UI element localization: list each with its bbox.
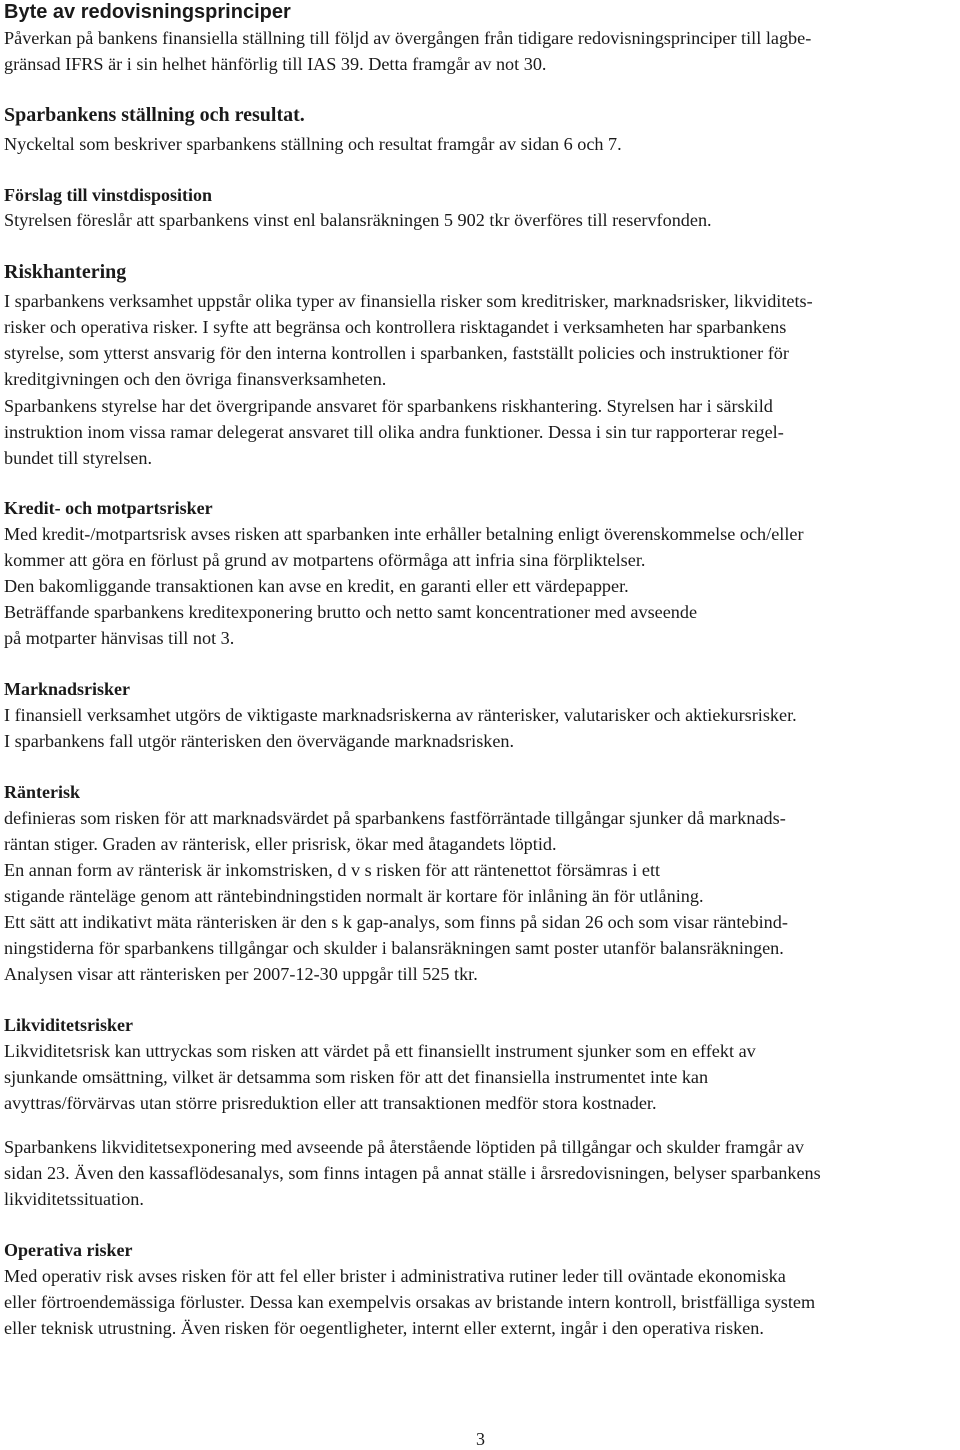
text-line: ningstiderna för sparbankens tillgångar och skulder i balansräkningen samt poster utanför balansräkningen. <box>4 938 784 958</box>
section-heading-liquidity-risk: Likviditetsrisker <box>4 1015 133 1035</box>
section-heading-position-result: Sparbankens ställning och resultat. <box>4 104 305 126</box>
text-line: instruktion inom vissa ramar delegerat ansvaret till olika andra funktioner. Dessa i sin tur rapporterar regel- <box>4 422 784 442</box>
text-line: bundet till styrelsen. <box>4 448 153 468</box>
text-line: eller teknisk utrustning. Även risken för oegentligheter, internt eller externt, ingår i den operativa risken. <box>4 1318 764 1338</box>
text-line: Beträffande sparbankens kreditexponering brutto och netto samt koncentrationer med avseende <box>4 602 698 622</box>
text-line: avyttras/förvärvas utan större prisreduktion eller att transaktionen medför stora kostnader. <box>4 1093 657 1113</box>
text-line: räntan stiger. Graden av ränterisk, eller prisrisk, ökar med åtagandets löptid. <box>4 834 557 854</box>
text-line: Med operativ risk avses risken för att fel eller brister i administrativa rutiner leder till oväntade ekonomiska <box>4 1266 786 1286</box>
page-number: 3 <box>476 1429 485 1449</box>
text-line: styrelse, som ytterst ansvarig för den interna kontrollen i sparbanken, fastställt policies och instruktioner för <box>4 343 789 363</box>
text-line: I finansiell verksamhet utgörs de viktigaste marknadsriskerna av ränterisker, valutarisker och aktiekursrisker. <box>4 705 797 725</box>
text-line: Ett sätt att indikativt mäta ränterisken är den s k gap-analys, som finns på sidan 26 och som visar räntebind- <box>4 912 788 932</box>
section-heading-operational-risk: Operativa risker <box>4 1240 133 1260</box>
text-line: I sparbankens verksamhet uppstår olika typer av finansiella risker som kreditrisker, marknadsrisker, likviditets- <box>4 291 813 311</box>
section-heading-market-risk: Marknadsrisker <box>4 679 130 699</box>
text-line: likviditetssituation. <box>4 1189 144 1209</box>
text-line: I sparbankens fall utgör ränterisken den övervägande marknadsrisken. <box>4 731 515 751</box>
text-line: En annan form av ränterisk är inkomstrisken, d v s risken för att räntenettot försämras i ett <box>4 860 661 880</box>
text-line: Likviditetsrisk kan uttryckas som risken att värdet på ett finansiellt instrument sjunker som en effekt av <box>4 1041 756 1061</box>
text-line: kreditgivningen och den övriga finansverksamheten. <box>4 369 387 389</box>
text-line: Nyckeltal som beskriver sparbankens ställning och resultat framgår av sidan 6 och 7. <box>4 134 622 154</box>
text-line: gränsad IFRS är i sin helhet hänförlig till IAS 39. Detta framgår av not 30. <box>4 54 547 74</box>
text-line: definieras som risken för att marknadsvärdet på sparbankens fastförräntade tillgångar sjunker då marknads- <box>4 808 786 828</box>
text-line: Styrelsen föreslår att sparbankens vinst enl balansräkningen 5 902 tkr överföres till reservfonden. <box>4 210 712 230</box>
text-line: Den bakomliggande transaktionen kan avse en kredit, en garanti eller ett värdepapper. <box>4 576 629 596</box>
section-heading-credit-risk: Kredit- och motpartsrisker <box>4 498 213 518</box>
text-line: sjunkande omsättning, vilket är detsamma som risken för att det finansiella instrumentet inte kan <box>4 1067 709 1087</box>
text-line: sidan 23. Även den kassaflödesanalys, som finns intagen på annat ställe i årsredovisningen, belyser sparbankens <box>4 1163 821 1183</box>
text-line: Sparbankens styrelse har det övergripande ansvaret för sparbankens riskhantering. Styrelsen har i särskild <box>4 396 773 416</box>
text-line: Sparbankens likviditetsexponering med avseende på återstående löptiden på tillgångar och skulder framgår av <box>4 1137 804 1157</box>
text-line: Påverkan på bankens finansiella ställning till följd av övergången från tidigare redovisningsprinciper till lagbe- <box>4 28 812 48</box>
section-heading-interest-risk: Ränterisk <box>4 782 80 802</box>
text-line: risker och operativa risker. I syfte att begränsa och kontrollera risktagandet i verksamheten har sparbankens <box>4 317 787 337</box>
text-line: på motparter hänvisas till not 3. <box>4 628 235 648</box>
text-line: stigande ränteläge genom att räntebindningstiden normalt är kortare för inlåning än för utlåning. <box>4 886 704 906</box>
text-line: Med kredit-/motpartsrisk avses risken att sparbanken inte erhåller betalning enligt överenskommelse och/eller <box>4 524 804 544</box>
section-heading-profit-disposition: Förslag till vinstdisposition <box>4 185 213 205</box>
text-line: Analysen visar att ränterisken per 2007-12-30 uppgår till 525 tkr. <box>4 964 478 984</box>
text-line: kommer att göra en förlust på grund av motpartens oförmåga att infria sina förpliktelser. <box>4 550 646 570</box>
section-heading-risk-management: Riskhantering <box>4 261 127 283</box>
text-line: eller förtroendemässiga förluster. Dessa kan exempelvis orsakas av bristande intern kontroll, bristfälliga system <box>4 1292 816 1312</box>
section-heading-accounting-change: Byte av redovisningsprinciper <box>4 1 291 23</box>
